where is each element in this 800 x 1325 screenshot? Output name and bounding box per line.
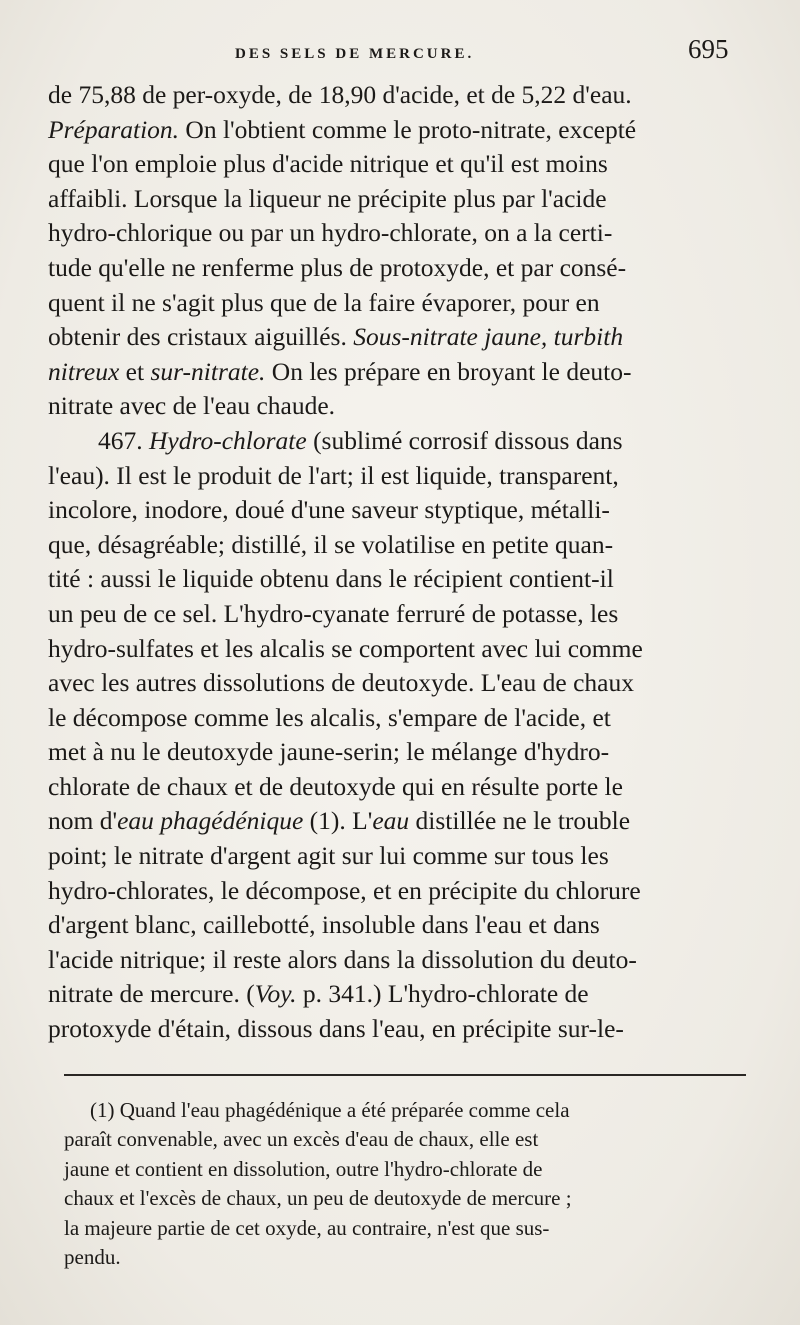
footnote-line: chaux et l'excès de chaux, un peu de deutoxyde de mercure ;	[64, 1186, 572, 1211]
footnote-line: paraît convenable, avec un excès d'eau de chaux, elle est	[64, 1127, 539, 1152]
text-line: un peu de ce sel. L'hydro-cyanate ferruré de potasse, les	[48, 598, 619, 628]
body-text	[48, 78, 754, 1047]
section-heading-line: 467. Hydro-chlorate (sublimé corrosif dissous dans	[98, 425, 623, 455]
text-line: hydro-chlorates, le décompose, et en précipite du chlorure	[48, 875, 641, 905]
text-line: l'acide nitrique; il reste alors dans la dissolution du deuto-	[48, 944, 637, 974]
footnote-line: jaune et contient en dissolution, outre l'hydro-chlorate de	[64, 1156, 543, 1181]
text-line: tité : aussi le liquide obtenu dans le récipient contient-il	[48, 564, 614, 594]
page-header	[0, 34, 800, 80]
footnote	[64, 1096, 754, 1272]
text-line: protoxyde d'étain, dissous dans l'eau, en précipite sur-le-	[48, 1014, 624, 1044]
text-line: avec les autres dissolutions de deutoxyde. L'eau de chaux	[48, 668, 634, 698]
text-line: affaibli. Lorsque la liqueur ne précipite plus par l'acide	[48, 183, 607, 213]
text-line: met à nu le deutoxyde jaune-serin; le mélange d'hydro-	[48, 737, 610, 767]
text-line: obtenir des cristaux aiguillés. Sous-nitrate jaune, turbith	[48, 322, 624, 352]
text-line: que l'on emploie plus d'acide nitrique et qu'il est moins	[48, 149, 608, 179]
text-line: nom d'eau phagédénique (1). L'eau distillée ne le trouble	[48, 806, 631, 836]
text-line: d'argent blanc, caillebotté, insoluble dans l'eau et dans	[48, 910, 600, 940]
text-line: point; le nitrate d'argent agit sur lui comme sur tous les	[48, 841, 609, 871]
text-line: quent il ne s'agit plus que de la faire évaporer, pour en	[48, 287, 600, 317]
footnote-line: la majeure partie de cet oxyde, au contraire, n'est que sus-	[64, 1215, 550, 1240]
text-line: nitrate de mercure. (Voy. p. 341.) L'hydro-chlorate de	[48, 979, 589, 1009]
footnote-line: (1) Quand l'eau phagédénique a été préparée comme cela	[90, 1098, 570, 1122]
text-line: Préparation. On l'obtient comme le proto-nitrate, excepté	[48, 114, 637, 144]
text-line: hydro-sulfates et les alcalis se comportent avec lui comme	[48, 633, 643, 663]
text-line: que, désagréable; distillé, il se volatilise en petite quan-	[48, 529, 614, 559]
footnote-line: pendu.	[64, 1244, 121, 1269]
text-line: chlorate de chaux et de deutoxyde qui en résulte porte le	[48, 771, 623, 801]
text-line: l'eau). Il est le produit de l'art; il est liquide, transparent,	[48, 460, 619, 490]
text-line: hydro-chlorique ou par un hydro-chlorate, on a la certi-	[48, 218, 613, 248]
text-line: incolore, inodore, doué d'une saveur styptique, métalli-	[48, 495, 610, 525]
text-line: tude qu'elle ne renferme plus de protoxyde, et par consé-	[48, 252, 627, 282]
footnote-divider	[64, 1074, 746, 1076]
page-number: 695	[688, 34, 729, 64]
running-head: DES SELS DE MERCURE.	[235, 46, 475, 62]
text-line: nitrate avec de l'eau chaude.	[48, 391, 336, 421]
text-line: le décompose comme les alcalis, s'empare de l'acide, et	[48, 702, 611, 732]
text-line: nitreux et sur-nitrate. On les prépare en broyant le deuto-	[48, 356, 632, 386]
text-line: de 75,88 de per-oxyde, de 18,90 d'acide, et de 5,22 d'eau.	[48, 80, 632, 109]
